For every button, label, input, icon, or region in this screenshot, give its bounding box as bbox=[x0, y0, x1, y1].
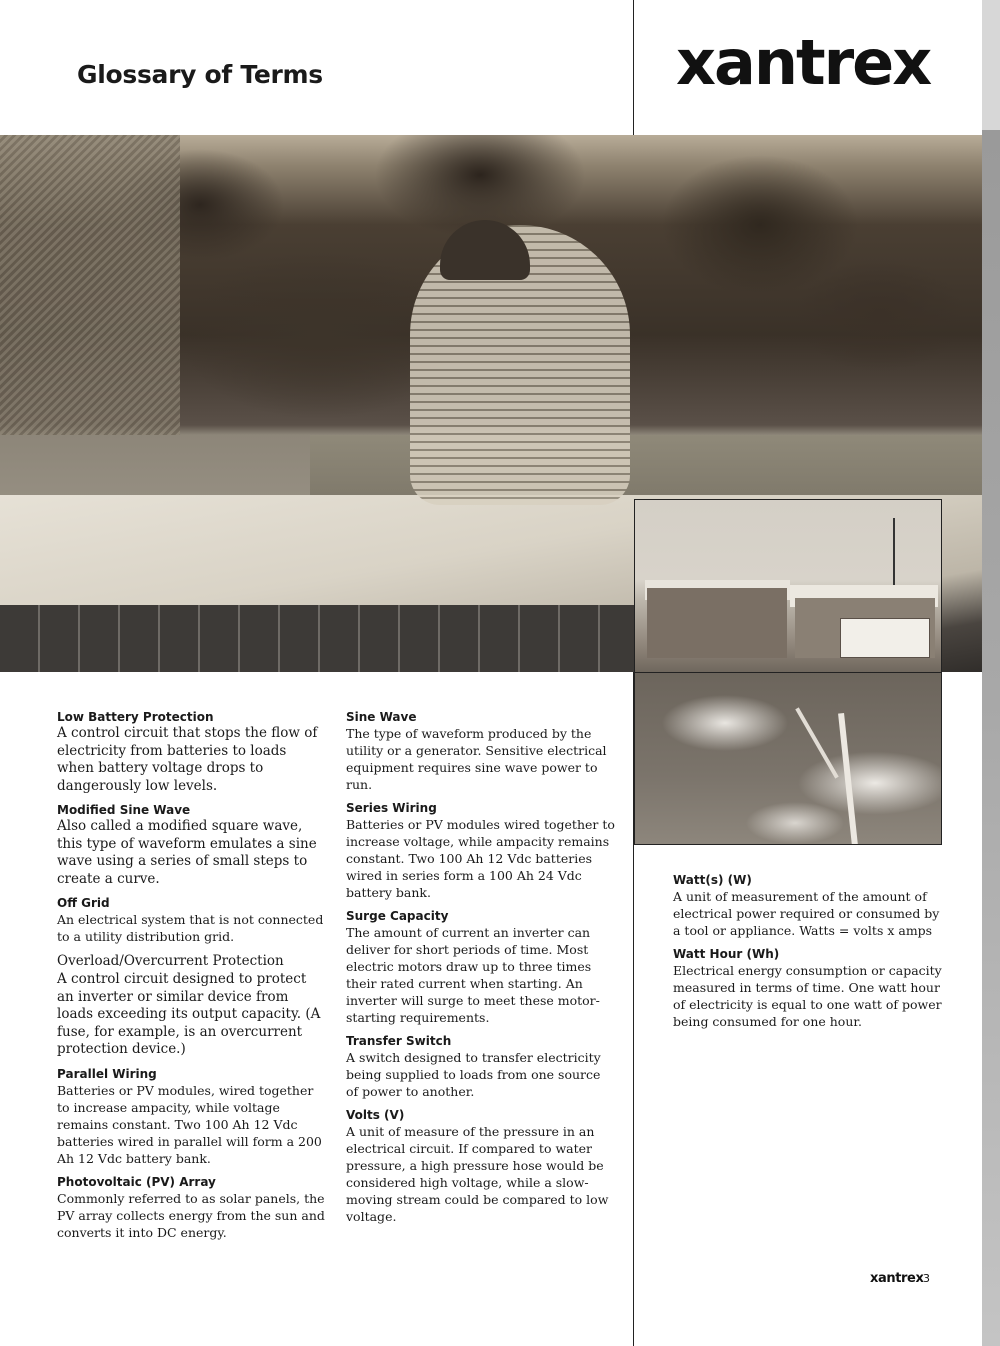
glossary-entry bbox=[346, 1107, 616, 1225]
glossary-entry bbox=[57, 1174, 327, 1241]
page-title: Glossary of Terms bbox=[77, 60, 323, 89]
photo-turbine-pole bbox=[893, 518, 895, 588]
glossary-entry bbox=[346, 1033, 616, 1100]
photo-turbine-tower bbox=[838, 713, 858, 845]
glossary-term: Series Wiring bbox=[346, 801, 437, 815]
glossary-entry bbox=[346, 800, 616, 901]
glossary-term: Off Grid bbox=[57, 896, 110, 910]
glossary-definition: Batteries or PV modules, wired together to increase ampacity, while voltage remains constant. Two 100 Ah 12 Vdc batteries wired in parallel will form a 200 Ah 12 Vdc battery bank. bbox=[57, 1082, 322, 1166]
glossary-entry bbox=[57, 952, 327, 1059]
glossary-definition: Batteries or PV modules wired together to increase voltage, while ampacity remains constant. Two 100 Ah 12 Vdc batteries wired in series form a 100 Ah 24 Vdc battery bank. bbox=[346, 817, 615, 900]
glossary-definition: A control circuit that stops the flow of electricity from batteries to loads when battery voltage drops to dangerously low levels. bbox=[57, 725, 318, 794]
glossary-entry bbox=[57, 895, 327, 945]
glossary-term: Watt(s) (W) bbox=[673, 873, 752, 887]
glossary-column-1 bbox=[57, 709, 327, 1248]
glossary-definition: A unit of measurement of the amount of electrical power required or consumed by a tool or appliance. Watts = volts x amps bbox=[673, 889, 940, 938]
glossary-entry bbox=[673, 946, 943, 1030]
photo-panel-reflection bbox=[0, 135, 180, 435]
glossary-term: Overload/Overcurrent Protection bbox=[57, 953, 284, 969]
glossary-term: Parallel Wiring bbox=[57, 1066, 157, 1081]
glossary-definition: A switch designed to transfer electricity being supplied to loads from one source of power to another. bbox=[346, 1050, 601, 1099]
photo-turbine-blade bbox=[795, 707, 838, 778]
glossary-entry bbox=[346, 709, 616, 793]
photo-garage-door bbox=[840, 618, 930, 658]
photo-wind-turbine-clouds bbox=[634, 672, 942, 845]
glossary-column-2 bbox=[346, 709, 616, 1232]
glossary-entry bbox=[673, 872, 943, 939]
glossary-column-3 bbox=[673, 872, 943, 1037]
glossary-term: Volts (V) bbox=[346, 1108, 405, 1122]
side-strip bbox=[982, 0, 1000, 1346]
glossary-definition: The amount of current an inverter can deliver for short periods of time. Most electric motors draw up to three times their rated current when starting. An inverter will surge to meet these motor-starting requirements. bbox=[346, 925, 600, 1025]
glossary-term: Watt Hour (Wh) bbox=[673, 947, 780, 961]
glossary-definition: An electrical system that is not connected to a utility distribution grid. bbox=[57, 912, 324, 944]
glossary-term: Transfer Switch bbox=[346, 1034, 452, 1048]
glossary-term: Photovoltaic (PV) Array bbox=[57, 1174, 216, 1189]
glossary-term: Surge Capacity bbox=[346, 909, 449, 923]
photo-house-wind-turbine bbox=[634, 499, 942, 672]
glossary-term: Modified Sine Wave bbox=[57, 803, 191, 817]
footer-xantrex-logo: xantrex bbox=[870, 1271, 924, 1286]
photo-house-a bbox=[647, 588, 787, 658]
glossary-entry bbox=[57, 1066, 327, 1167]
glossary-term: Low Battery Protection bbox=[57, 710, 214, 724]
glossary-entry bbox=[57, 802, 327, 888]
glossary-term: Sine Wave bbox=[346, 710, 417, 724]
glossary-definition: A unit of measure of the pressure in an electrical circuit. If compared to water pressure, a high pressure hose would be considered high voltage, while a slow-moving stream could be compared to low voltage. bbox=[346, 1124, 609, 1224]
xantrex-logo: xantrex bbox=[676, 26, 931, 99]
page-number: 3 bbox=[923, 1272, 930, 1285]
glossary-definition: Also called a modified square wave, this type of waveform emulates a sine wave using a series of small steps to create a curve. bbox=[57, 818, 317, 887]
glossary-entry bbox=[57, 709, 327, 795]
glossary-definition: Electrical energy consumption or capacity measured in terms of time. One watt hour of electricity is equal to one watt of power being consumed for one hour. bbox=[673, 963, 942, 1029]
glossary-definition: A control circuit designed to protect an inverter or similar device from loads exceeding its output capacity. (A fuse, for example, is an overcurrent protection device.) bbox=[57, 971, 321, 1057]
glossary-definition: Commonly referred to as solar panels, the PV array collects energy from the sun and converts it into DC energy. bbox=[57, 1190, 325, 1240]
glossary-definition: The type of waveform produced by the utility or a generator. Sensitive electrical equipment requires sine wave power to run. bbox=[346, 726, 607, 792]
photo-solar-panels bbox=[0, 605, 640, 672]
glossary-entry bbox=[346, 908, 616, 1026]
